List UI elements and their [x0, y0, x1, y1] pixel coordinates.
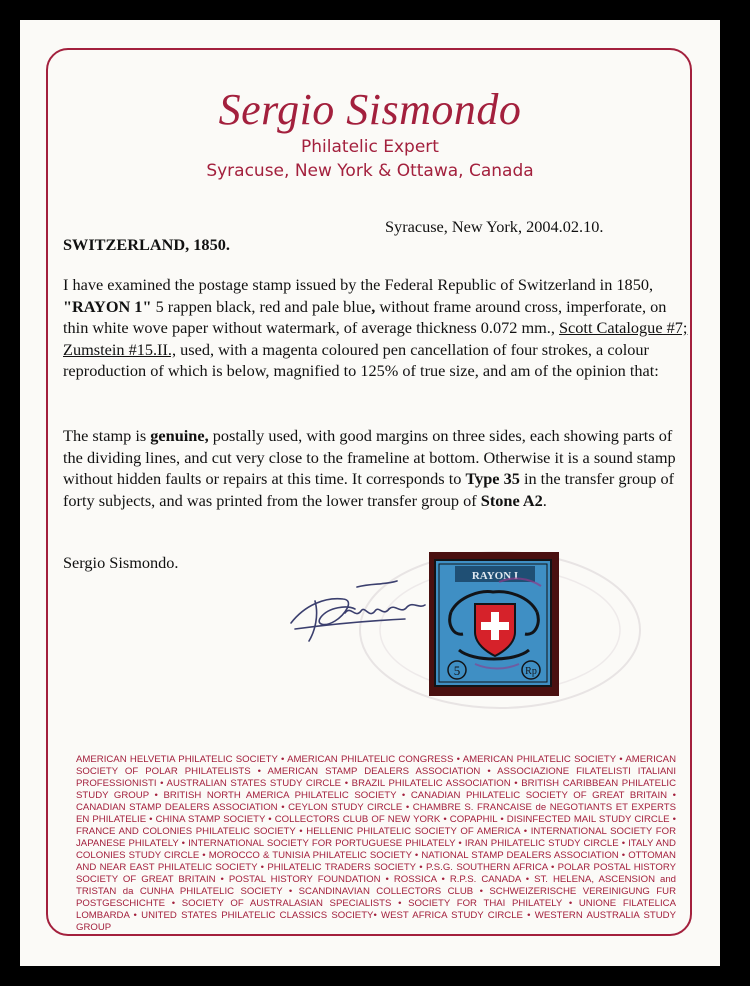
p2-text-c: in the transfer group of forty subjects, and was printed from the lower transfer group of: [63, 469, 675, 510]
genuine-verdict: genuine,: [150, 426, 209, 445]
p2-text-a: The stamp is: [63, 426, 151, 445]
catalogue-reference: Scott Catalogue #7; Zumstein #15.II.,: [63, 318, 688, 359]
opinion-paragraph: [63, 425, 693, 511]
stone-reference: Stone A2: [480, 490, 543, 510]
p1-comma: ,: [371, 296, 376, 316]
member-societies: AMERICAN HELVETIA PHILATELIC SOCIETY • AMERICAN PHILATELIC CONGRESS • AMERICAN PHILATELIC SOCIETY • AMERICAN SOCIETY OF POLAR PHILATELISTS • AMERICAN STAMP DEALERS ASSOCIATION • ASSOCIAZIONE FILATELISTI ITALIANI PROFESSIONISTI • AUSTRALIAN STATES STUDY CIRCLE • BRAZIL PHILATELIC ASSOCIATION • BRITISH CARIBBEAN PHILATELIC STUDY GROUP • BRITISH NORTH AMERICA PHILATELIC SOCIETY • CANADIAN PHILATELIC SOCIETY OF GREAT BRITAIN • CANADIAN STAMP DEALERS ASSOCIATION • CEYLON STUDY CIRCLE • CHAMBRE S. FRANCAISE de NEGOTIANTS ET EXPERTS EN PHILATELIE • CHINA STAMP SOCIETY • COLLECTORS CLUB OF NEW YORK • COPAPHIL • DISINFECTED MAIL STUDY CIRCLE • FRANCE AND COLONIES PHILATELIC SOCIETY • HELLENIC PHILATELIC SOCIETY OF AMERICA • INTERNATIONAL SOCIETY FOR JAPANESE PHILATELY • INTERNATIONAL SOCIETY FOR PORTUGUESE PHILATELY • IRAN PHILATELIC STUDY CIRCLE • ITALY AND COLONIES STUDY CIRCLE • MOROCCO & TUNISIA PHILATELIC SOCIETY • NATIONAL STAMP DEALERS ASSOCIATION • OTTOMAN AND NEAR EAST PHILATELIC SOCIETY • PHILATELIC TRADERS SOCIETY • P.S.G. SOUTHERN AFRICA • POLAR POSTAL HISTORY SOCIETY OF GREAT BRITAIN • POSTAL HISTORY FOUNDATION • ROSSICA • R.P.S. CANADA • ST. HELENA, ASCENSION and TRISTAN da CUNHA PHILATELIC SOCIETY • SCANDINAVIAN COLLECTORS CLUB • SCHWEIZERISCHE VEREINIGUNG FUR POSTGESCHICHTE • SOCIETY OF AUSTRALASIAN SPECIALISTS • SOCIETY FOR THAI PHILATELY • UNIONE FILATELICA LOMBARDA • UNITED STATES PHILATELIC CLASSICS SOCIETY• WEST AFRICA STUDY CIRCLE • WESTERN AUSTRALIA STUDY GROUP: [76, 754, 676, 933]
type-reference: Type 35: [465, 469, 520, 489]
handwritten-signature: [285, 575, 435, 655]
p1-stamp-name: "RAYON 1": [63, 296, 152, 316]
certificate-sheet: [20, 20, 720, 966]
expert-address: Syracuse, New York & Ottawa, Canada: [206, 161, 534, 181]
p1-text-d: used, with a magenta coloured pen cancellation of four strokes, a colour reproduction of which is below, magnified to 125% of true size, and am of the opinion that:: [63, 339, 659, 381]
stamp-top-inscription: RAYON I: [471, 570, 519, 582]
p2-text-d: .: [542, 490, 547, 510]
stamp-image: [429, 552, 559, 696]
certificate-heading: SWITZERLAND, 1850.: [63, 235, 230, 254]
place-date: Syracuse, New York, 2004.02.10.: [385, 217, 604, 236]
stamp-value-right: Rp: [525, 666, 537, 677]
p1-text-c: without frame around cross, imperforate, on thin white wove paper without watermark, of average thickness 0.072 mm.,: [63, 296, 667, 338]
stamp-artwork: [429, 552, 559, 696]
stamp-value-left: 5: [453, 663, 461, 678]
p1-text-b: 5 rappen black, red and pale blue: [151, 296, 372, 316]
expert-name: Sergio Sismondo: [218, 85, 522, 134]
p2-text-b: postally used, with good margins on three sides, each showing parts of the dividing lines, and cut very close to the frameline at bottom. Otherwise it is a sound stamp without hidden faults or repairs at this time. It corresponds to: [63, 426, 676, 489]
examination-paragraph: [63, 274, 693, 382]
p1-text-a: I have examined the postage stamp issued by the Federal Republic of Switzerland in 1850,: [63, 275, 654, 294]
expert-title: Philatelic Expert: [301, 137, 439, 157]
signoff: Sergio Sismondo.: [63, 553, 179, 572]
